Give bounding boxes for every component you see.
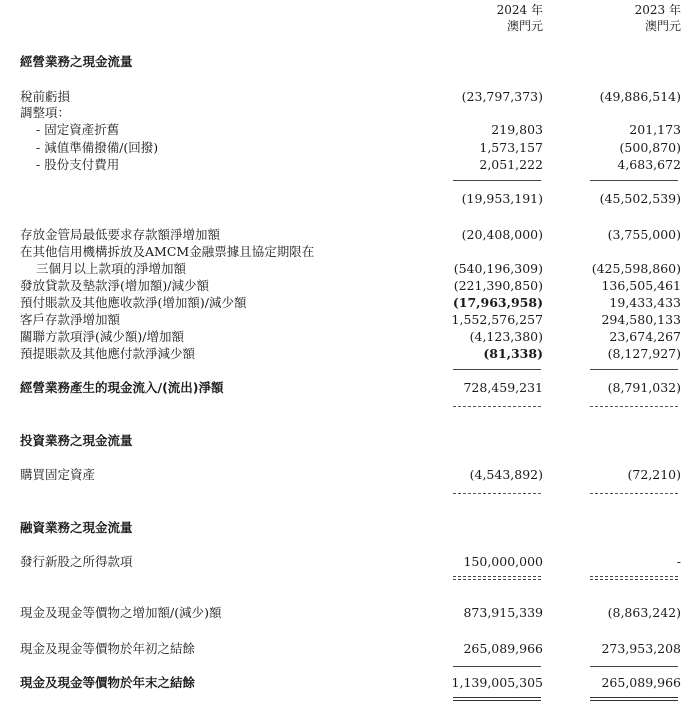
ending-top-rule-2023 (590, 666, 678, 667)
change-row-2023: 136,505,461 (601, 278, 681, 293)
change-row-2024: (540,196,309) (453, 261, 543, 276)
year-2023-header: 2023 年 (634, 3, 681, 17)
subtotal-rule-2023 (590, 180, 678, 181)
change-row-label: 客戶存款淨增加額 (20, 312, 121, 327)
adjustment-depreciation-2023: 201,173 (629, 122, 681, 137)
beginning-balance-2024: 265,089,966 (463, 641, 543, 656)
change-row-2024: (4,123,380) (469, 329, 543, 344)
ending-double-rule-2024 (453, 697, 541, 701)
purchase-fixed-assets-2023: (72,210) (627, 467, 681, 482)
change-row-label: 預提賬款及其他應付款淨減少額 (20, 346, 196, 361)
ending-double-rule-2023 (590, 697, 678, 701)
adjustments-label: 調整項： (20, 105, 71, 120)
operating-net-underline-2023 (590, 406, 678, 407)
loss-before-tax-2023: (49,886,514) (599, 89, 681, 104)
adjustment-depreciation-2024: 219,803 (491, 122, 543, 137)
operating-net-rule-2024 (453, 369, 541, 370)
change-row-label: 預付賬款及其他應收款淨(增加額)/減少額 (20, 295, 247, 310)
net-change-2023: (8,863,242) (607, 605, 681, 620)
adjustment-impairment-2024: 1,573,157 (479, 140, 543, 155)
change-row-2024: (20,408,000) (461, 227, 543, 242)
operating-heading: 經營業務之現金流量 (20, 54, 133, 69)
beginning-balance-label: 現金及現金等價物於年初之結餘 (20, 641, 196, 656)
year-2024-header: 2024 年 (496, 3, 543, 17)
change-row-2024: 1,552,576,257 (451, 312, 543, 327)
change-row-2024: (221,390,850) (453, 278, 543, 293)
currency-2024-header: 澳門元 (506, 19, 543, 33)
change-row-2023: (8,127,927) (607, 346, 681, 361)
financing-double-rule-2024 (453, 576, 541, 580)
change-row-2023: 19,433,433 (609, 295, 681, 310)
change-row-label: 在其他信用機構拆放及AMCM金融票據且協定期限在 (20, 244, 315, 259)
adjustment-depreciation-label: - 固定資產折舊 (36, 122, 120, 137)
purchase-fixed-assets-2024: (4,543,892) (469, 467, 543, 482)
issue-shares-label: 發行新股之所得款項 (20, 554, 133, 569)
change-row-label: 關聯方款項淨(減少額)/增加額 (20, 329, 184, 344)
change-row-label: 三個月以上款項的淨增加額 (36, 261, 187, 276)
ending-balance-2023: 265,089,966 (601, 675, 681, 690)
purchase-fixed-assets-label: 購買固定資產 (20, 467, 96, 482)
issue-shares-2023: - (676, 554, 681, 569)
ending-balance-2024: 1,139,005,305 (451, 675, 543, 690)
change-row-label: 發放貸款及墊款淨(增加額)/減少額 (20, 278, 209, 293)
adjustment-share-payment-2023: 4,683,672 (617, 157, 681, 172)
adjustment-share-payment-label: - 股份支付費用 (36, 157, 120, 172)
subtotal-rule-2024 (453, 180, 541, 181)
beginning-balance-2023: 273,953,208 (601, 641, 681, 656)
adjustment-impairment-2023: (500,870) (619, 140, 681, 155)
financing-double-rule-2023 (590, 576, 678, 580)
investing-underline-2024 (453, 493, 541, 494)
issue-shares-2024: 150,000,000 (463, 554, 543, 569)
ending-top-rule-2024 (453, 666, 541, 667)
adjustment-impairment-label: - 減值準備撥備/(回撥) (36, 140, 159, 155)
operating-net-rule-2023 (590, 369, 678, 370)
loss-before-tax-label: 稅前虧損 (20, 89, 71, 104)
operating-net-label: 經營業務產生的現金流入/(流出)淨額 (20, 380, 224, 395)
change-row-label: 存放金管局最低要求存款額淨增加額 (20, 227, 221, 242)
change-row-2024: (81,338) (483, 346, 543, 361)
operating-net-2023: (8,791,032) (607, 380, 681, 395)
net-change-2024: 873,915,339 (463, 605, 543, 620)
change-row-2024: (17,963,958) (452, 295, 543, 310)
subtotal-2024: (19,953,191) (461, 191, 543, 206)
financing-heading: 融資業務之現金流量 (20, 520, 133, 535)
change-row-2023: (3,755,000) (607, 227, 681, 242)
currency-2023-header: 澳門元 (644, 19, 681, 33)
investing-heading: 投資業務之現金流量 (20, 433, 133, 448)
loss-before-tax-2024: (23,797,373) (461, 89, 543, 104)
operating-net-2024: 728,459,231 (463, 380, 543, 395)
net-change-label: 現金及現金等價物之增加額/(減少)額 (20, 605, 222, 620)
operating-net-underline-2024 (453, 406, 541, 407)
adjustment-share-payment-2024: 2,051,222 (479, 157, 543, 172)
investing-underline-2023 (590, 493, 678, 494)
ending-balance-label: 現金及現金等價物於年末之結餘 (20, 675, 196, 690)
change-row-2023: (425,598,860) (591, 261, 681, 276)
change-row-2023: 294,580,133 (601, 312, 681, 327)
subtotal-2023: (45,502,539) (599, 191, 681, 206)
change-row-2023: 23,674,267 (609, 329, 681, 344)
